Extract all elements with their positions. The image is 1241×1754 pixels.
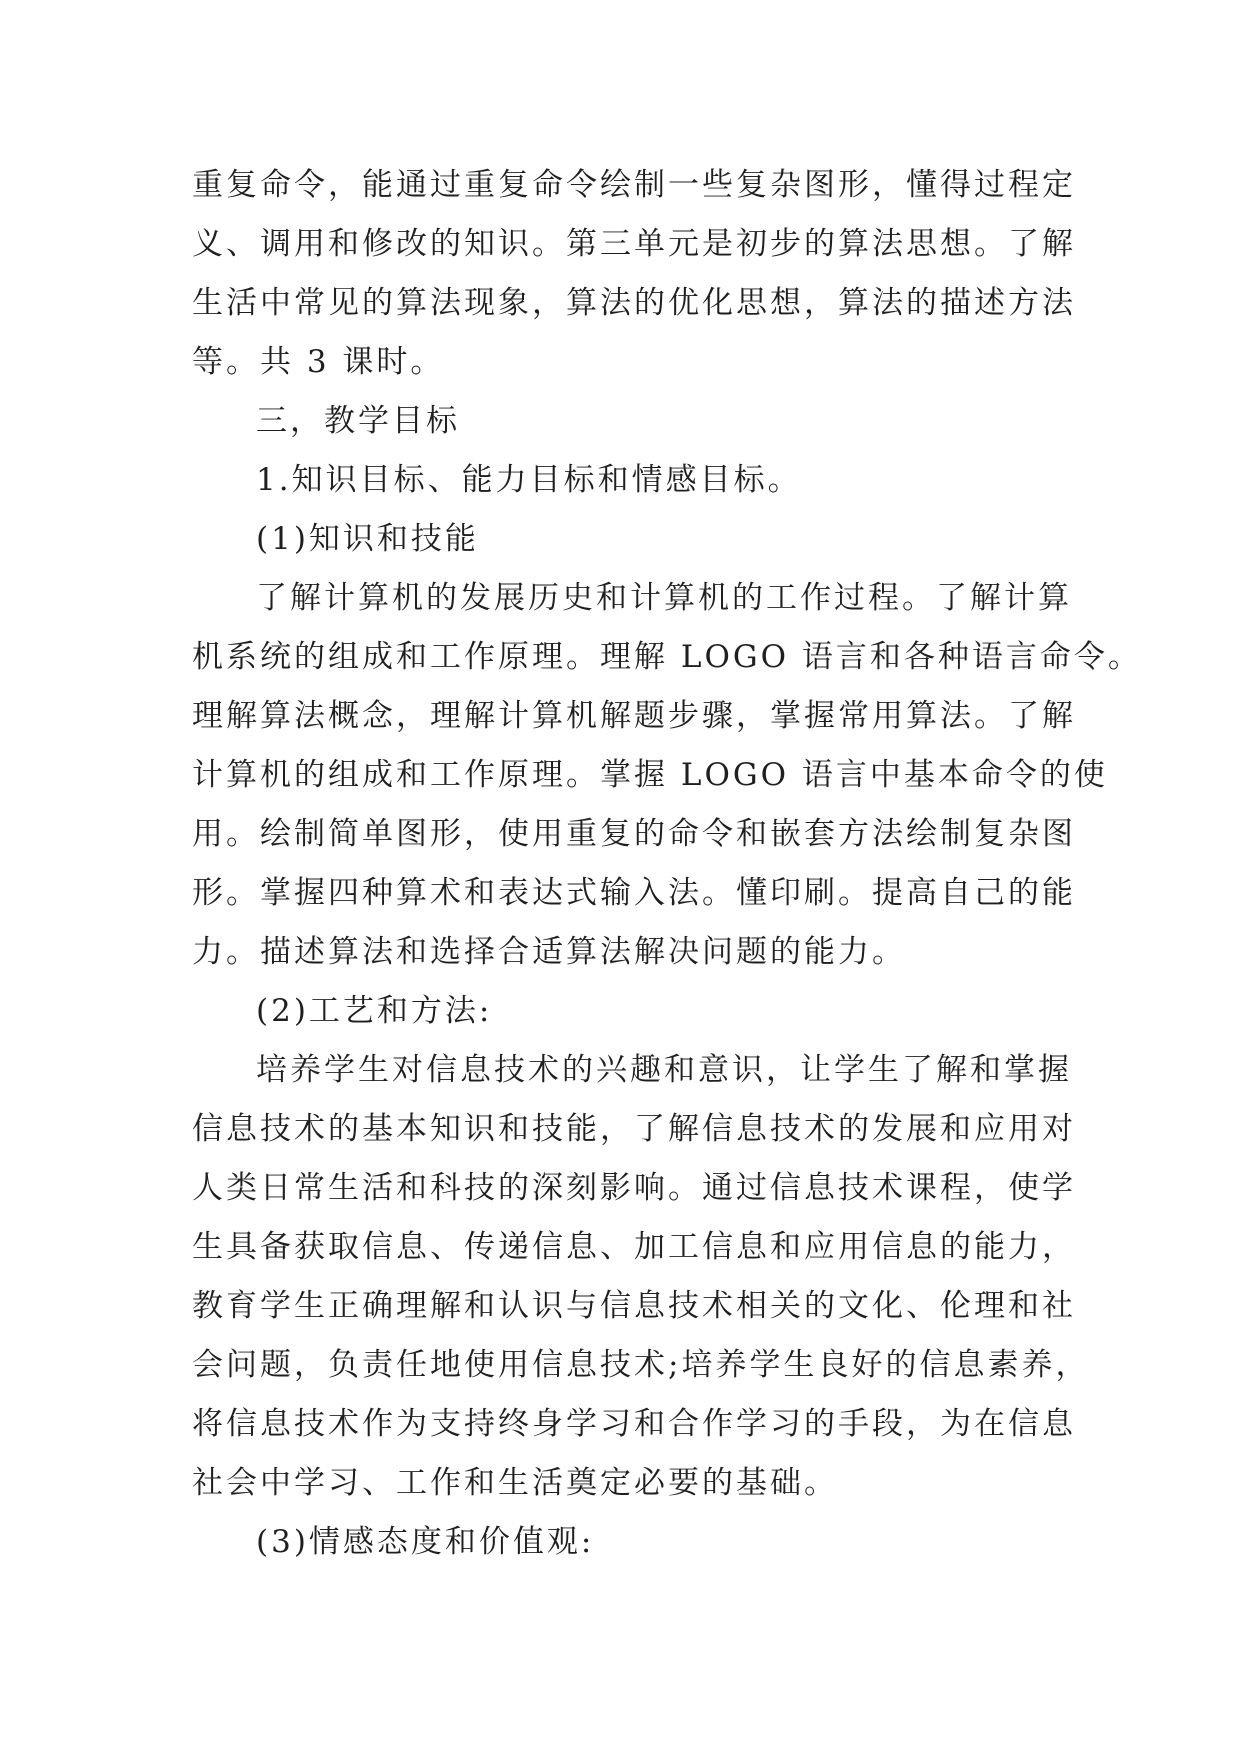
section-heading: 三，教学目标 — [256, 403, 460, 439]
text-line: 社会中学习、工作和生活奠定必要的基础。 — [192, 1465, 838, 1501]
text-line: 用。绘制简单图形，使用重复的命令和嵌套方法绘制复杂图 — [192, 816, 1076, 852]
text-line: 信息技术的基本知识和技能，了解信息技术的发展和应用对 — [192, 1111, 1076, 1147]
subsection-heading: (2)工艺和方法: — [256, 993, 493, 1029]
text-line: 义、调用和修改的知识。第三单元是初步的算法思想。了解 — [192, 226, 1076, 262]
subsection-heading: 1.知识目标、能力目标和情感目标。 — [256, 462, 802, 498]
text-line: 力。描述算法和选择合适算法解决问题的能力。 — [192, 934, 906, 970]
text-line: 理解算法概念，理解计算机解题步骤，掌握常用算法。了解 — [192, 698, 1076, 734]
text-line: 计算机的组成和工作原理。掌握 LOGO 语言中基本命令的使 — [192, 757, 1108, 793]
subsection-heading: (3)情感态度和价值观: — [256, 1524, 595, 1560]
text-line: 教育学生正确理解和认识与信息技术相关的文化、伦理和社 — [192, 1288, 1076, 1324]
text-line: 了解计算机的发展历史和计算机的工作过程。了解计算 — [256, 580, 1072, 616]
text-line: 形。掌握四种算术和表达式输入法。懂印刷。提高自己的能 — [192, 875, 1076, 911]
text-line: 会问题，负责任地使用信息技术;培养学生良好的信息素养， — [192, 1347, 1090, 1383]
text-line: 生活中常见的算法现象，算法的优化思想，算法的描述方法 — [192, 285, 1076, 321]
text-line: 将信息技术作为支持终身学习和合作学习的手段，为在信息 — [192, 1406, 1076, 1442]
text-line: 机系统的组成和工作原理。理解 LOGO 语言和各种语言命令。 — [192, 639, 1142, 675]
text-line: 生具备获取信息、传递信息、加工信息和应用信息的能力， — [192, 1229, 1076, 1265]
text-line: 人类日常生活和科技的深刻影响。通过信息技术课程，使学 — [192, 1170, 1076, 1206]
text-line: 重复命令，能通过重复命令绘制一些复杂图形，懂得过程定 — [192, 167, 1076, 203]
text-line: 等。共 3 课时。 — [192, 344, 445, 380]
text-line: 培养学生对信息技术的兴趣和意识，让学生了解和掌握 — [256, 1052, 1072, 1088]
document-body — [192, 156, 1142, 1572]
subsection-heading: (1)知识和技能 — [256, 521, 479, 557]
